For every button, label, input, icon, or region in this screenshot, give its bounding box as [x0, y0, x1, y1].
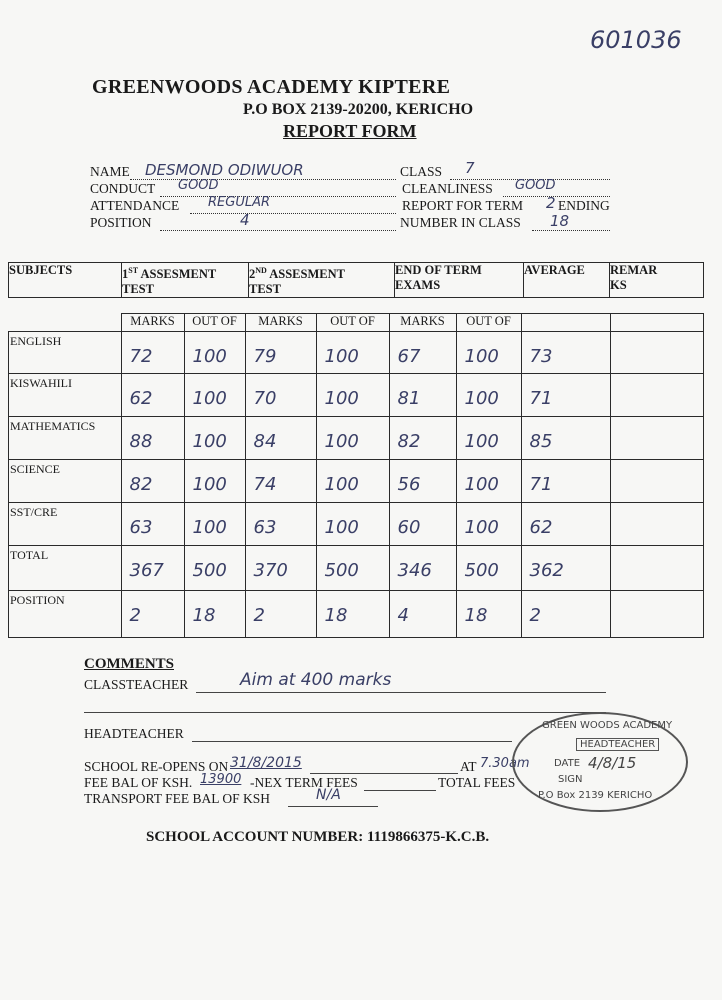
subject-name: SST/CRE — [9, 503, 122, 546]
marks-value: 2 — [129, 605, 141, 626]
table-cell — [389, 546, 456, 591]
table-cell — [389, 332, 456, 374]
header-test1: 1ST ASSESMENT TEST — [122, 263, 249, 298]
table-cell — [456, 460, 521, 503]
table-cell — [245, 591, 316, 638]
table-cell — [184, 591, 245, 638]
col-out-of: OUT OF — [316, 314, 389, 332]
table-cell — [316, 546, 389, 591]
out-of-value: 100 — [464, 474, 499, 495]
at-value: 7.30am — [480, 756, 530, 771]
subject-name: SCIENCE — [9, 460, 122, 503]
out-of-value: 100 — [324, 431, 359, 452]
header-exam: END OF TERM EXAMS — [395, 263, 524, 298]
number-in-class-value: 18 — [550, 212, 570, 230]
remarks-cell — [610, 546, 704, 591]
marks-value: 367 — [129, 560, 164, 581]
out-of-value: 500 — [464, 560, 499, 581]
out-of-value: 18 — [464, 605, 488, 626]
conduct-value: GOOD — [178, 178, 219, 193]
col-out-of: OUT OF — [456, 314, 521, 332]
table-cell — [456, 374, 521, 417]
out-of-value: 18 — [192, 605, 216, 626]
table-cell — [521, 332, 610, 374]
table-cell — [184, 460, 245, 503]
table-row — [9, 374, 704, 417]
position-value: 4 — [240, 211, 250, 229]
table-row — [9, 591, 704, 638]
out-of-value: 100 — [192, 517, 227, 538]
remarks-cell — [610, 332, 704, 374]
table-cell — [121, 503, 184, 546]
marks-value: 81 — [397, 388, 421, 409]
col-marks: MARKS — [245, 314, 316, 332]
average-value: 2 — [529, 605, 541, 626]
subject-name: MATHEMATICS — [9, 417, 122, 460]
table-cell — [521, 503, 610, 546]
marks-value: 60 — [397, 517, 421, 538]
marks-value: 70 — [253, 388, 277, 409]
out-of-value: 100 — [464, 431, 499, 452]
table-cell — [121, 374, 184, 417]
table-cell — [456, 546, 521, 591]
table-cell — [121, 591, 184, 638]
out-of-value: 100 — [192, 388, 227, 409]
table-cell — [389, 503, 456, 546]
out-of-value: 100 — [192, 431, 227, 452]
marks-value: 82 — [129, 474, 153, 495]
average-value: 85 — [529, 431, 553, 452]
table-cell — [456, 591, 521, 638]
out-of-value: 18 — [324, 605, 348, 626]
term-label: REPORT FOR TERM — [402, 198, 523, 213]
marks-value: 2 — [253, 605, 265, 626]
next-term-fees-label: -NEX TERM FEES — [250, 775, 358, 790]
marks-value: 79 — [253, 346, 277, 367]
average-value: 71 — [529, 474, 553, 495]
document-number: 601036 — [590, 26, 682, 54]
marks-value: 4 — [397, 605, 409, 626]
table-cell — [389, 591, 456, 638]
table-cell — [521, 374, 610, 417]
table-cell — [245, 546, 316, 591]
marks-value: 82 — [397, 431, 421, 452]
marks-value: 62 — [129, 388, 153, 409]
class-label: CLASS — [400, 164, 443, 179]
table-cell — [121, 460, 184, 503]
comments-title: COMMENTS — [84, 656, 174, 672]
marks-value: 63 — [129, 517, 153, 538]
marks-value: 74 — [253, 474, 277, 495]
remarks-cell — [610, 374, 704, 417]
cleanliness-value: GOOD — [515, 178, 556, 193]
out-of-value: 500 — [192, 560, 227, 581]
header-remarks: REMAR KS — [610, 263, 704, 298]
table-row — [9, 546, 704, 591]
out-of-value: 100 — [192, 346, 227, 367]
header-test2: 2ND ASSESMENT TEST — [249, 263, 395, 298]
table-cell — [456, 332, 521, 374]
header-subjects: SUBJECTS — [9, 263, 122, 298]
marks-value: 56 — [397, 474, 421, 495]
table-cell — [521, 460, 610, 503]
table-cell — [184, 417, 245, 460]
out-of-value: 100 — [324, 474, 359, 495]
average-value: 71 — [529, 388, 553, 409]
col-marks: MARKS — [121, 314, 184, 332]
table-cell — [456, 503, 521, 546]
subject-name: TOTAL — [9, 546, 122, 591]
marks-value: 84 — [253, 431, 277, 452]
classteacher-label: CLASSTEACHER — [84, 677, 189, 692]
col-marks: MARKS — [389, 314, 456, 332]
header-average: AVERAGE — [524, 263, 610, 298]
table-cell — [121, 332, 184, 374]
table-cell — [521, 546, 610, 591]
remarks-cell — [610, 417, 704, 460]
marks-value: 67 — [397, 346, 421, 367]
number-in-class-label: NUMBER IN CLASS — [400, 215, 521, 230]
table-cell — [316, 332, 389, 374]
table-cell — [316, 417, 389, 460]
out-of-value: 100 — [464, 346, 499, 367]
school-stamp: GREEN WOODS ACADEMY HEADTEACHER DATE 4/8/15 SIGN P.O Box 2139 KERICHO — [512, 712, 688, 812]
subject-name: POSITION — [9, 591, 122, 638]
table-row — [9, 460, 704, 503]
table-cell — [184, 332, 245, 374]
remarks-cell — [610, 591, 704, 638]
form-title: REPORT FORM — [283, 121, 417, 141]
out-of-value: 100 — [464, 517, 499, 538]
school-account-number: SCHOOL ACCOUNT NUMBER: 1119866375-K.C.B. — [146, 829, 490, 845]
table-row — [9, 417, 704, 460]
class-value: 7 — [465, 159, 475, 177]
average-value: 73 — [529, 346, 553, 367]
total-fees-label: TOTAL FEES — [438, 775, 516, 790]
marks-value: 370 — [253, 560, 288, 581]
table-cell — [316, 374, 389, 417]
average-value: 362 — [529, 560, 564, 581]
table-cell — [184, 374, 245, 417]
out-of-value: 100 — [464, 388, 499, 409]
marks-table — [8, 313, 704, 638]
school-address: P.O BOX 2139-20200, KERICHO — [243, 101, 474, 118]
table-cell — [521, 417, 610, 460]
transport-fee-value: N/A — [316, 787, 341, 803]
term-value: 2 — [546, 194, 556, 212]
out-of-value: 100 — [324, 517, 359, 538]
table-cell — [316, 503, 389, 546]
table-cell — [316, 460, 389, 503]
conduct-label: CONDUCT — [90, 181, 156, 196]
table-cell — [184, 503, 245, 546]
out-of-value: 100 — [324, 346, 359, 367]
attendance-label: ATTENDANCE — [90, 198, 180, 213]
classteacher-comment: Aim at 400 marks — [240, 670, 392, 690]
table-cell — [389, 374, 456, 417]
name-value: DESMOND ODIWUOR — [145, 161, 304, 179]
subject-name: ENGLISH — [9, 332, 122, 374]
school-name: GREENWOODS ACADEMY KIPTERE — [92, 76, 451, 98]
remarks-cell — [610, 460, 704, 503]
out-of-value: 100 — [324, 388, 359, 409]
name-label: NAME — [90, 164, 130, 179]
col-out-of: OUT OF — [184, 314, 245, 332]
cleanliness-label: CLEANLINESS — [402, 181, 493, 196]
table-cell — [521, 591, 610, 638]
table-cell — [184, 546, 245, 591]
fee-balance-value: 13900 — [200, 772, 242, 787]
position-label: POSITION — [90, 215, 152, 230]
remarks-cell — [610, 503, 704, 546]
table-cell — [121, 417, 184, 460]
transport-fee-label: TRANSPORT FEE BAL OF KSH — [84, 791, 270, 806]
table-cell — [245, 374, 316, 417]
marks-value: 346 — [397, 560, 432, 581]
table-cell — [121, 546, 184, 591]
marks-value: 88 — [129, 431, 153, 452]
table-cell — [245, 503, 316, 546]
table-row — [9, 503, 704, 546]
reopens-label: SCHOOL RE-OPENS ON — [84, 759, 229, 774]
attendance-value: REGULAR — [208, 195, 271, 210]
fee-balance-label: FEE BAL OF KSH. — [84, 775, 193, 790]
at-label: AT — [460, 759, 477, 774]
reopens-value: 31/8/2015 — [230, 755, 302, 771]
out-of-value: 100 — [192, 474, 227, 495]
headteacher-label: HEADTEACHER — [84, 726, 184, 741]
marks-value: 72 — [129, 346, 153, 367]
average-value: 62 — [529, 517, 553, 538]
term-suffix: ENDING — [558, 198, 610, 213]
table-row — [9, 332, 704, 374]
marks-value: 63 — [253, 517, 277, 538]
table-cell — [245, 332, 316, 374]
table-cell — [245, 417, 316, 460]
table-cell — [389, 417, 456, 460]
table-cell — [389, 460, 456, 503]
table-cell — [456, 417, 521, 460]
marks-header-table — [8, 262, 704, 298]
out-of-value: 500 — [324, 560, 359, 581]
table-cell — [245, 460, 316, 503]
table-cell — [316, 591, 389, 638]
subject-name: KISWAHILI — [9, 374, 122, 417]
